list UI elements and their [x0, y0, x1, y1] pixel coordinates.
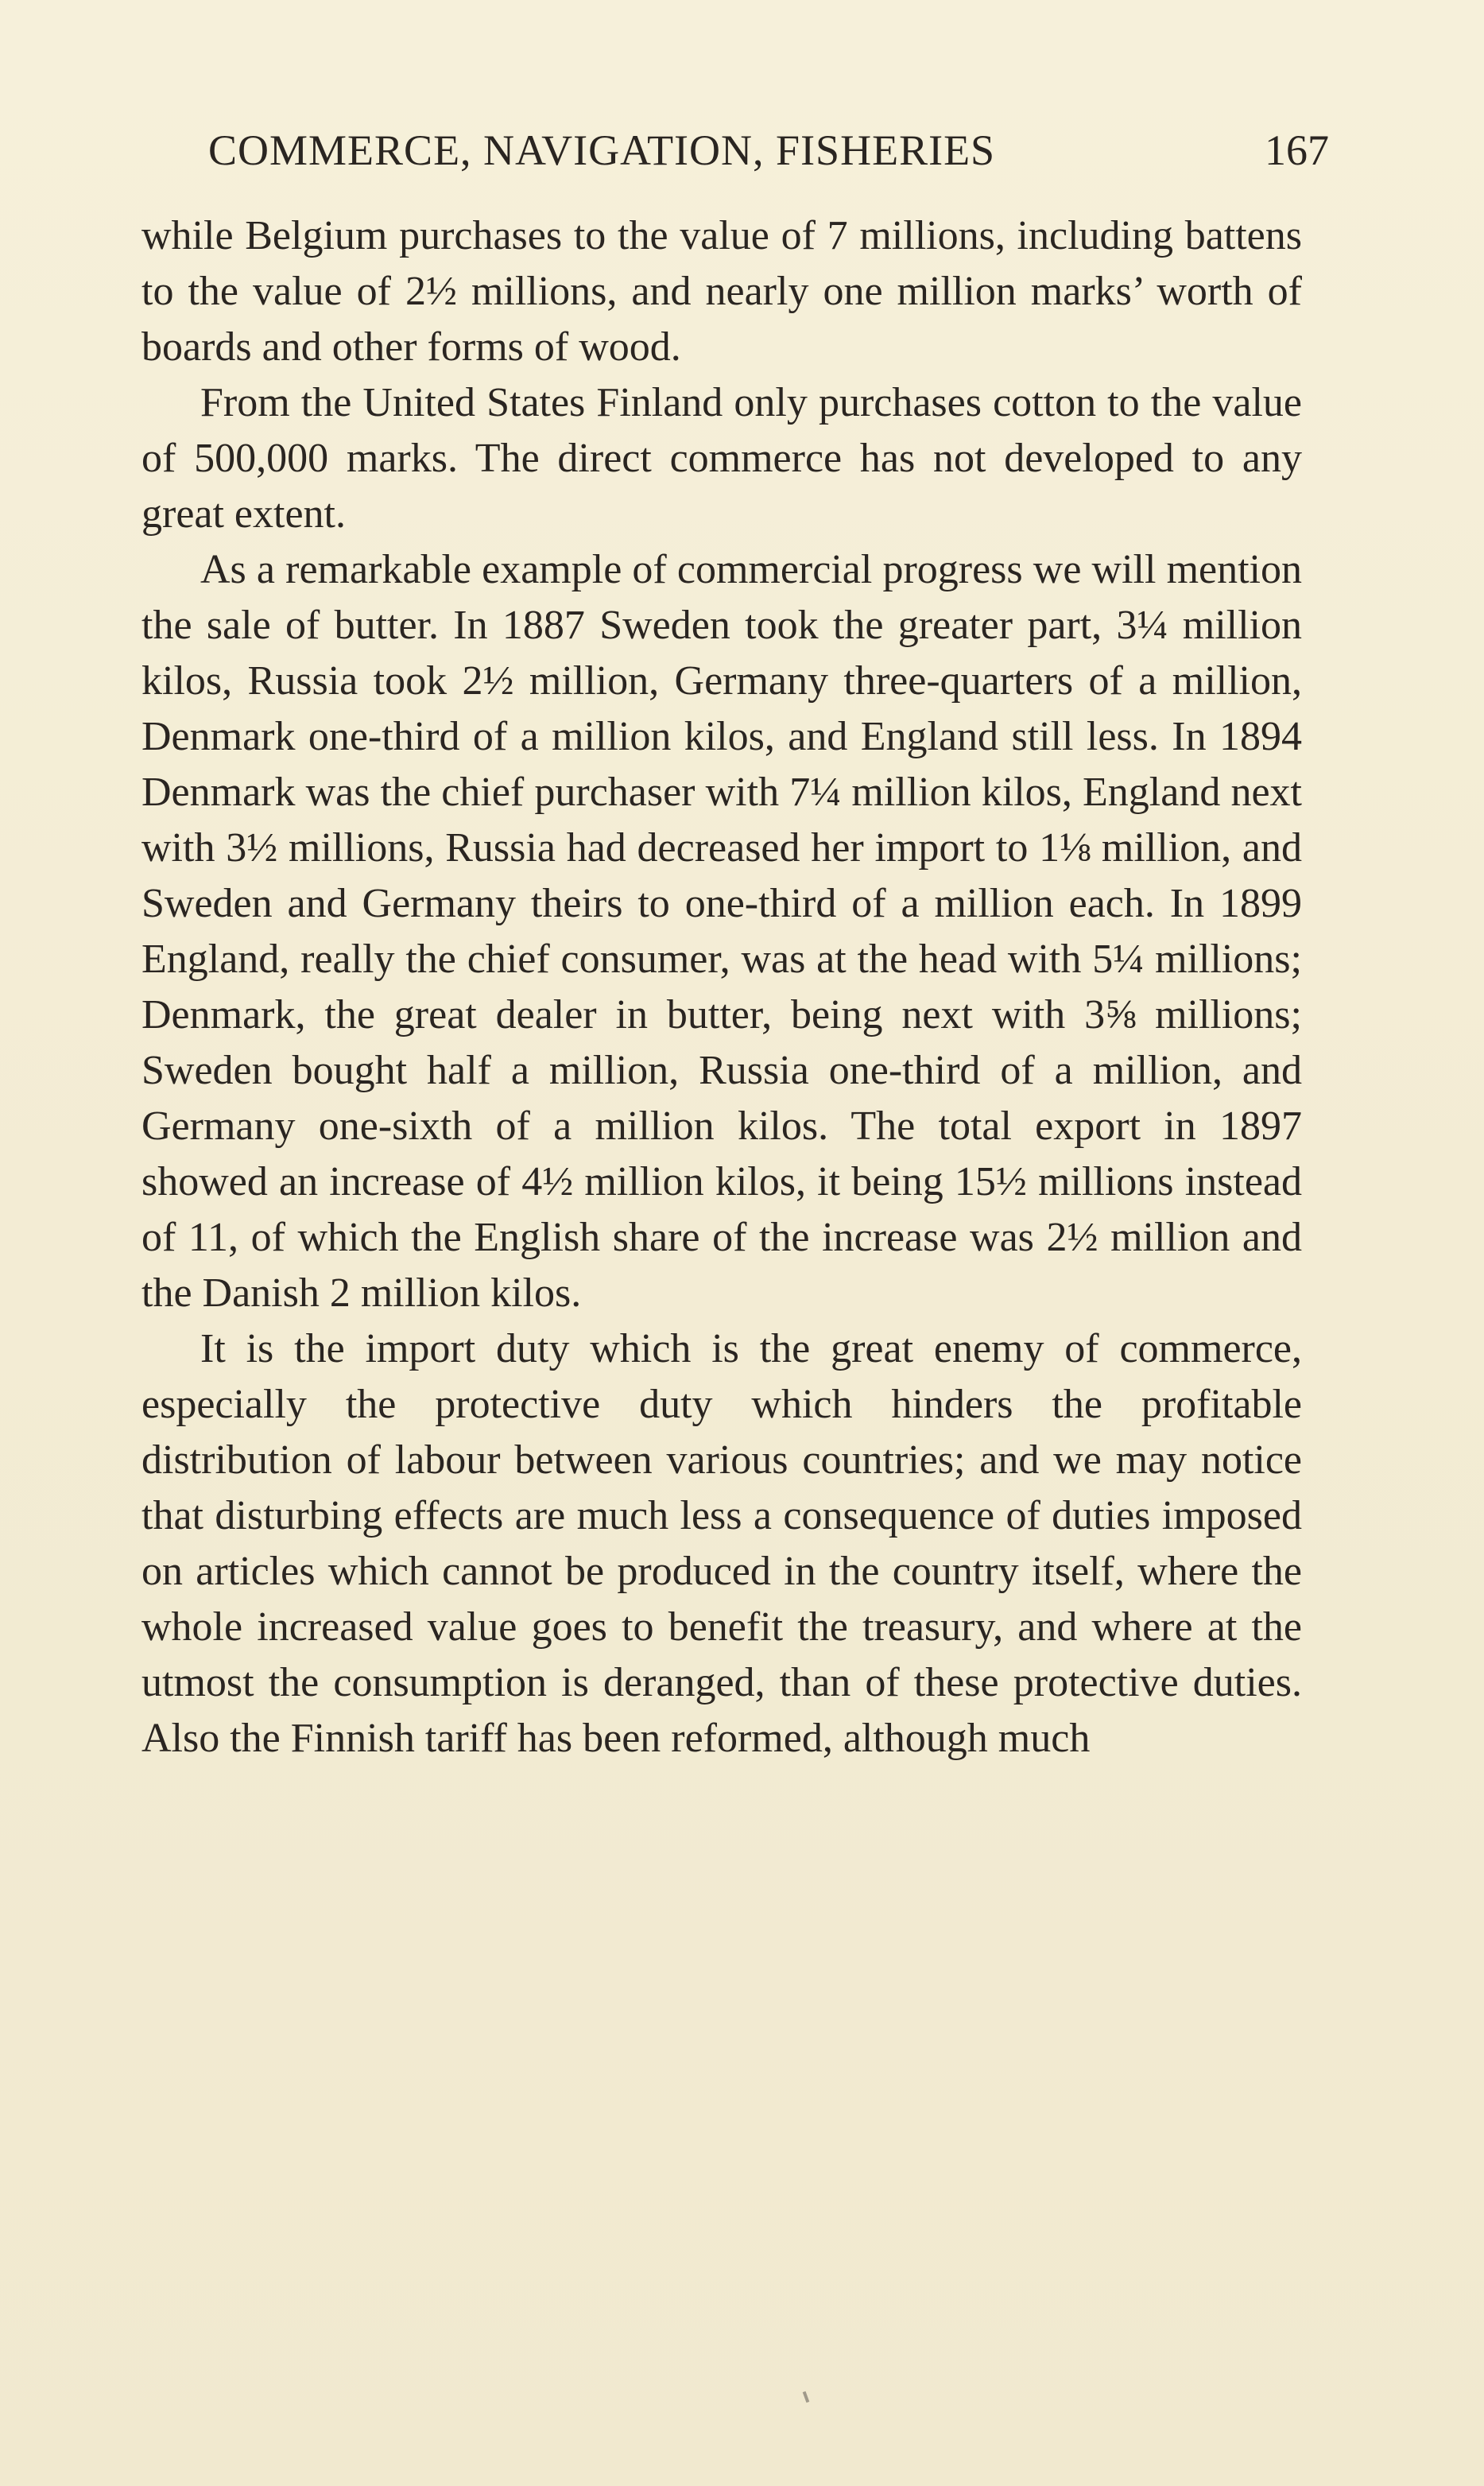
running-title: COMMERCE, NAVIGATION, FISHERIES: [208, 126, 996, 174]
paragraph-butter-trade: As a remarkable example of commercial progress we will mention the sale of butter. In 1887 Sweden took the greater part, 3¼ million kilos, Russia took 2½ million, Germany three-quarters of a million, Denmark one-third of a million kilos, and England still less. In 1894 Denmark was the chief purchaser with 7¼ million kilos, England next with 3½ millions, Russia had decreased her import to 1⅛ million, and Sweden and Germany theirs to one-third of a million each. In 1899 England, really the chief consumer, was at the head with 5¼ millions; Denmark, the great dealer in butter, being next with 3⅝ millions; Sweden bought half a million, Russia one-third of a million, and Germany one-sixth of a million kilos. The total export in 1897 showed an increase of 4½ million kilos, it being 15½ millions instead of 11, of which the English share of the increase was 2½ million and the Danish 2 million kilos.: [141, 547, 1302, 1316]
stray-ink-mark: [803, 2391, 810, 2403]
paragraph-united-states: From the United States Finland only purchases cotton to the value of 500,000 marks. The direct commerce has not developed to any great extent.: [141, 380, 1302, 537]
body-text: [141, 208, 1302, 1767]
running-head: [208, 126, 1329, 181]
paragraph-belgium-purchases: while Belgium purchases to the value of 7 millions, including battens to the value of 2½ millions, and nearly one million marks’ worth of boards and other forms of wood.: [141, 213, 1302, 370]
page-number: 167: [1265, 126, 1329, 174]
paragraph-import-duty: It is the import duty which is the great enemy of commerce, especially the protective duty which hinders the profitable distribution of labour between various countries; and we may notice that disturbing effects are much less a consequence of duties imposed on articles which cannot be produced in the country itself, where the whole increased value goes to benefit the treasury, and where at the utmost the consumption is deranged, than of these protective duties. Also the Finnish tariff has been reformed, although much: [141, 1326, 1302, 1761]
